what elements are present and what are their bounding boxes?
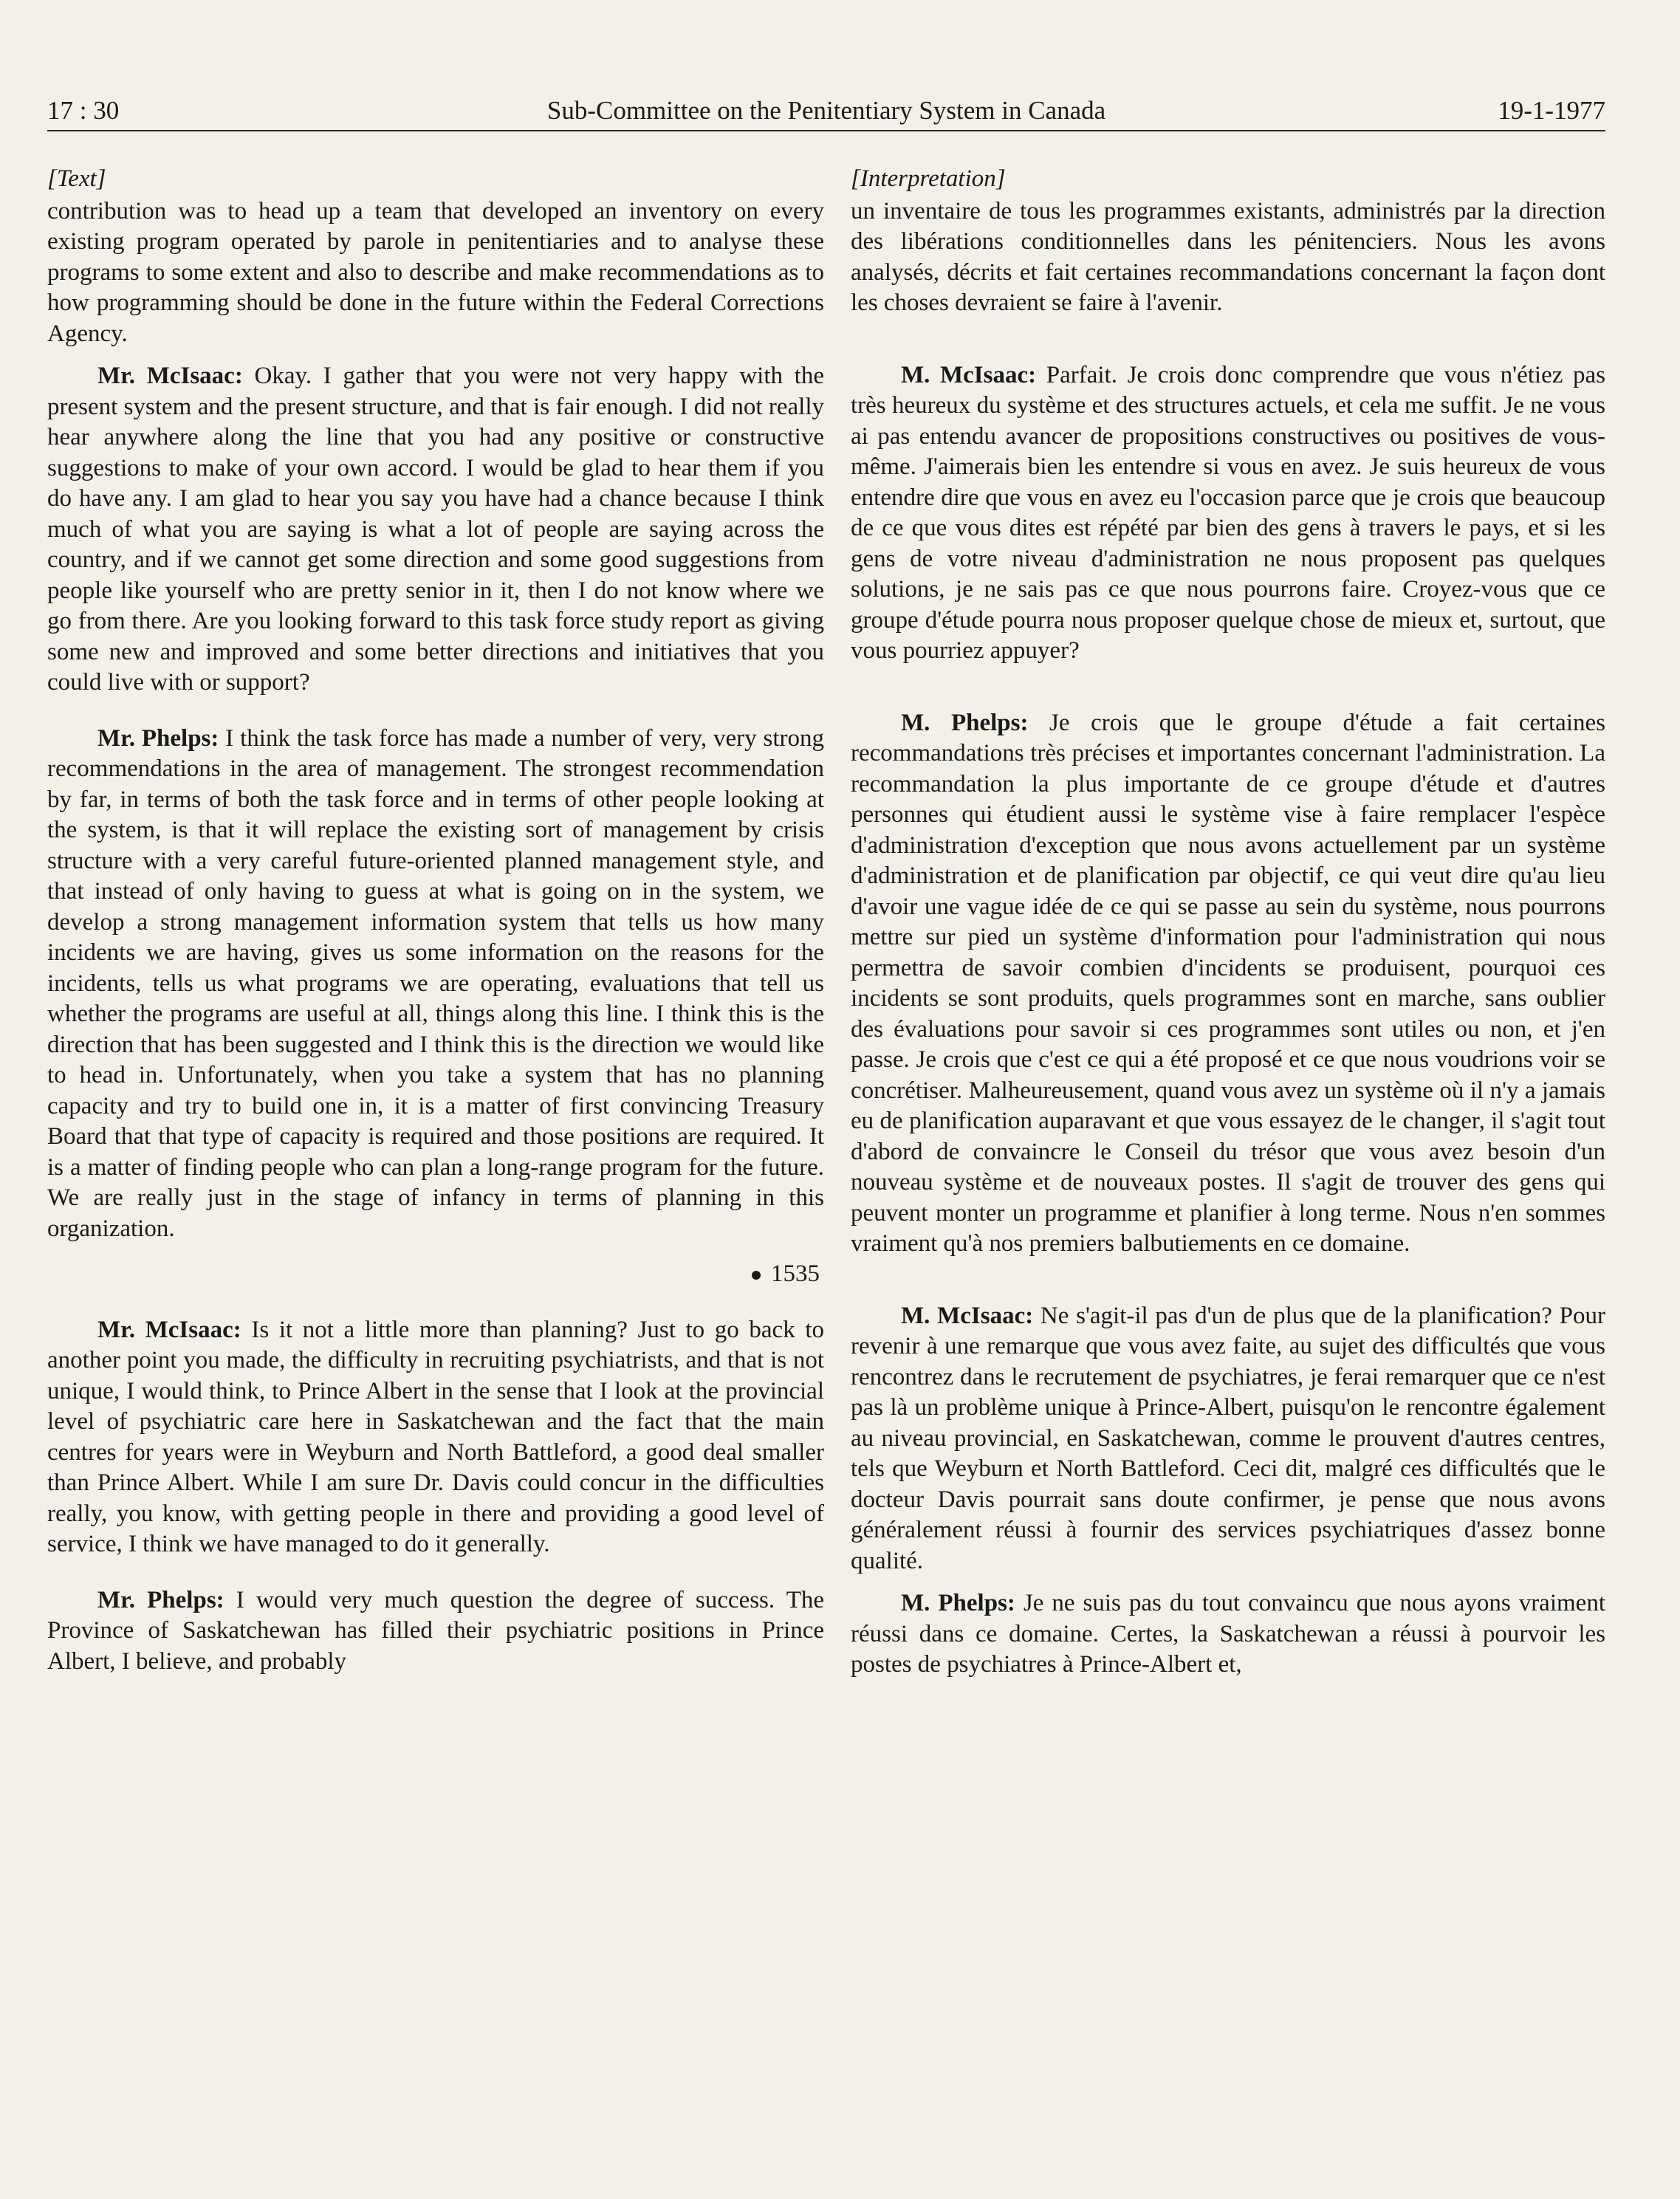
page-header — [47, 86, 1605, 131]
paragraph: contribution was to head up a team that developed an inventory on every existing program operated by parole in penitentiaries and to analyse these programs to some extent and also to describe and make recommendations as to how programming should be done in the future within the Federal Corrections Agency. — [47, 197, 824, 347]
speaker-name: Mr. Phelps: — [97, 724, 219, 752]
speaker-name: M. McIsaac: — [901, 361, 1037, 388]
speech-paragraph — [851, 1301, 1605, 1577]
speech-paragraph — [851, 360, 1605, 667]
speaker-name: M. Phelps: — [901, 1590, 1015, 1616]
time-marker-value: 1535 — [771, 1260, 820, 1287]
speech-text: Ne s'agit-il pas d'un de plus que de la planification? Pour revenir à une remarque que vous avez faite, au sujet des difficultés que vous rencontrez dans le recrutement de psychiatres, je ferai remarquer que ce n'est pas là un problème unique à Prince-Albert, puisqu'on le rencontre également au niveau provincial, en Saskatchewan, comme le prouvent d'autres centres, tels que Weyburn et North Battleford. Ceci dit, malgré ces difficultés que le docteur Davis pourrait sans doute confirmer, je pense que nous avons généralement réussi à fournir des services psychiatriques d'assez bonne qualité. — [851, 1302, 1605, 1574]
speaker-name: Mr. Phelps: — [97, 1586, 224, 1613]
speech-paragraph — [851, 708, 1605, 1260]
speech-text: I would very much question the degree of success. The Province of Saskatchewan has filled their psychiatric positions in Prince Albert, I believe, and probably — [47, 1586, 824, 1675]
english-text-column — [47, 164, 824, 1677]
speech-paragraph — [47, 361, 824, 699]
french-interpretation-column — [851, 164, 1605, 1681]
speech-text: Okay. I gather that you were not very happy with the present system and the present structure, and that is fair enough. I did not really hear anywhere along the line that you had any positive or constructive suggestions to make of your own accord. I would be glad to hear them if you do have any. I am glad to hear you say you have had a chance because I think much of what you are saying is what a lot of people are saying across the country, and if we cannot get some direction and some good suggestions from people like yourself who are pretty senior in it, then I do not know where we go from there. Are you looking forward to this task force study report as giving some new and improved and some better directions and initiatives that you could live with or support? — [47, 363, 824, 696]
speech-paragraph — [47, 1315, 824, 1560]
speaker-name: Mr. McIsaac: — [97, 363, 243, 389]
speech-text: Je ne suis pas du tout convaincu que nous ayons vraiment réussi dans ce domaine. Certes, la Saskatchewan a réussi à pourvoir les postes de psychiatres à Prince-Albert et, — [851, 1590, 1605, 1678]
bullet-icon — [752, 1271, 761, 1280]
speech-text: Parfait. Je crois donc comprendre que vous n'étiez pas très heureux du système et des structures actuels, et cela me suffit. Je ne vous ai pas entendu avancer de propositions constructives ou positives de vous-même. J'aimerais bien les entendre si vous en avez. Je suis heureux de vous entendre dire que vous en avez eu l'occasion parce que je crois que beaucoup de ce que vous dites est répété par bien des gens à travers le pays, et si les gens de votre niveau d'administration ne nous proposent pas quelques solutions, je ne sais pas ce que nous pourrons faire. Croyez-vous que ce groupe d'étude pourra nous proposer quelque chose de mieux et, surtout, que vous pourriez appuyer? — [851, 361, 1605, 664]
speech-paragraph — [47, 724, 824, 1245]
header-title: Sub-Committee on the Penitentiary System in Canada — [546, 96, 1106, 125]
header-date: 19-1-1977 — [1498, 96, 1605, 125]
speaker-name: Mr. McIsaac: — [97, 1316, 241, 1343]
speech-text: Je crois que le groupe d'étude a fait certaines recommandations très précises et importantes concernant l'administration. La recommandation la plus importante de ce groupe d'étude et d'autres personnes qui étudient aussi le système vise à faire remplacer l'espèce d'administration d'exception que nous avons actuellement par un système d'administration et de planification par objectif, ce qui veut dire qu'au lieu d'avoir une vague idée de ce qui se passe au sein du système, nous pourrons mettre sur pied un système d'information pour l'administration qui nous permettra de savoir combien d'incidents se produisent, pourquoi ces incidents se sont produits, quels programmes sont en marche, sans oublier des évaluations pour savoir si ces programmes sont utiles ou non, et j'en passe. Je crois que c'est ce qui a été proposé et ce que nous voudrions voir se concrétiser. Malheureusement, quand vous avez un système où il n'y a jamais eu de planification auparavant et que vous essayez de le changer, il s'agit tout d'abord de convaincre le Conseil du trésor que vous avez besoin d'un nouveau système et de nouveaux postes. Il s'agit de trouver des gens qui peuvent monter un programme et planifier à long terme. Nous n'en sommes vraiment qu'à nos premiers balbutiements en ce domaine. — [851, 709, 1605, 1257]
speech-text: I think the task force has made a number of very, very strong recommendations in the area of management. The strongest recommendation by far, in terms of both the task force and in terms of other people looking at the system, is that it will replace the existing sort of management by crisis structure with a very careful future-oriented planned management style, and that instead of only having to guess at what is going on in the system, we develop a strong management information system that tells us how many incidents we are having, gives us some information on the reasons for the incidents, tells us what programs we are operating, evaluations that tell us whether the programs are useful at all, things along this line. I think this is the direction that has been suggested and I think this is the direction we would like to head in. Unfortunately, when you take a system that has no planning capacity and try to build one in, it is a matter of first convincing Treasury Board that that type of capacity is required and those positions are required. It is a matter of finding people who can plan a long-range program for the future. We are really just in the stage of infancy in terms of planning in this organization. — [47, 724, 825, 1242]
speaker-name: M. McIsaac: — [901, 1302, 1034, 1329]
speech-text: Is it not a little more than planning? Just to go back to another point you made, the difficulty in recruiting psychiatrists, and that is not unique, I would think, to Prince Albert in the sense that I look at the provincial level of psychiatric care here in Saskatchewan and the fact that the main centres for years were in Weyburn and North Battleford, a good deal smaller than Prince Albert. While I am sure Dr. Davis could concur in the difficulties really, you know, with getting people in there and providing a good level of service, I think we have managed to do it generally. — [47, 1316, 824, 1557]
speech-paragraph — [851, 1588, 1605, 1681]
page-number: 17 : 30 — [47, 96, 120, 125]
speech-paragraph — [47, 1585, 824, 1678]
speaker-name: M. Phelps: — [901, 709, 1029, 736]
interpretation-label: [Interpretation] — [851, 165, 1006, 192]
text-label: [Text] — [47, 165, 106, 192]
paragraph: un inventaire de tous les programmes existants, administrés par la direction des libérations conditionnelles dans les pénitenciers. Nous les avons analysés, décrits et fait certaines recommandations concernant la façon dont les choses devraient se faire à l'avenir. — [851, 197, 1605, 316]
time-marker — [47, 1259, 820, 1290]
